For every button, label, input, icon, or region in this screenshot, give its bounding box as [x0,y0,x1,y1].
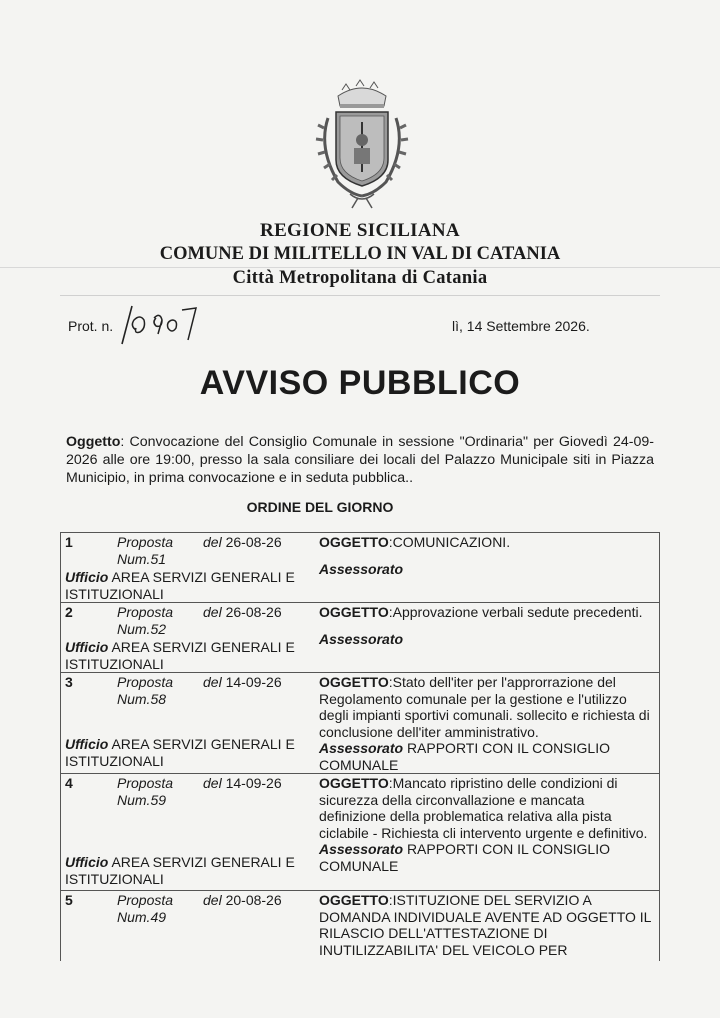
proposta-number: Num.51 [117,550,167,567]
proposta-date: 14-09-26 [225,674,282,690]
assessorato-label: Assessorato [319,740,404,756]
del-label: del [203,775,222,791]
header-comune: COMUNE DI MILITELLO IN VAL DI CATANIA [159,244,561,264]
proposta-label: Proposta [117,604,174,620]
agenda-row [61,891,660,961]
oggetto-text: :ISTITUZIONE DEL SERVIZIO A DOMANDA INDIVIDUALE AVENTE AD OGGETTO IL RILASCIO DELL'ATTESTAZIONE DI INUTILIZZABILITA' DEL VEICOLO PER [319,892,651,958]
agenda-row [61,603,660,673]
del-label: del [203,604,222,620]
proposta-label: Proposta [117,674,174,690]
ufficio-value: AREA SERVIZI GENERALI E ISTITUZIONALI [65,639,295,672]
agenda-item-subject [311,533,660,603]
agenda-row [61,533,660,603]
document-title: AVVISO PUBBLICO [199,364,521,402]
del-label: del [203,892,222,908]
ufficio-value: AREA SERVIZI GENERALI E ISTITUZIONALI [65,569,295,602]
proposta-number: Num.59 [117,791,167,808]
agenda-heading: ORDINE DEL GIORNO [246,499,394,515]
ufficio-label: Ufficio [65,639,109,655]
oggetto-label: OGGETTO [319,604,389,620]
agenda-row [61,774,660,891]
proposta-number: Num.49 [117,908,167,925]
oggetto-text: :Approvazione verbali sedute precedenti. [388,604,643,620]
oggetto-label: OGGETTO [319,674,389,690]
ufficio-value: AREA SERVIZI GENERALI E ISTITUZIONALI [65,854,295,887]
ufficio-label: Ufficio [65,569,109,585]
assessorato-value: RAPPORTI CON IL CONSIGLIO COMUNALE [319,740,610,773]
protocol-label: Prot. n. [68,318,114,334]
agenda-row [61,673,660,774]
agenda-item-meta [61,891,312,961]
agenda-item-meta [61,774,312,891]
proposta-label: Proposta [117,775,174,791]
proposta-number: Num.52 [117,620,167,637]
agenda-item-subject [311,603,660,673]
oggetto-label: OGGETTO [319,892,389,908]
assessorato-label: Assessorato [319,560,404,577]
agenda-item-subject [311,673,660,774]
oggetto-label: OGGETTO [319,775,389,791]
municipal-coat-of-arms [310,78,414,212]
proposta-date: 20-08-26 [225,892,282,908]
agenda-item-meta [61,603,312,673]
handwritten-protocol-number [116,300,206,350]
ufficio-label: Ufficio [65,736,109,752]
header-divider [60,295,660,296]
subject-text: : Convocazione del Consiglio Comunale in sessione "Ordinaria" per Giovedì 24-09-2026 alle ore 19:00, presso la sala consiliare dei locali del Palazzo Municipale siti in Piazza Municipio, in prima convocazione e in seduta pubblica.. [66,434,654,486]
agenda-item-subject [311,891,660,961]
proposta-date: 14-09-26 [225,775,282,791]
document-date: lì, 14 Settembre 2026. [452,318,590,334]
proposta-date: 26-08-26 [225,534,282,550]
proposta-label: Proposta [117,892,174,908]
proposta-number: Num.58 [117,690,167,707]
oggetto-text: :COMUNICAZIONI. [388,534,511,550]
oggetto-text: :Stato dell'iter per l'approrrazione del Regolamento comunale per la gestione e l'utilizzo degli impianti sportivi comunali. sollecito e richiesta di conclusione dell'iter amministrativo. [319,674,650,740]
item-number: 2 [65,604,73,620]
del-label: del [203,534,222,550]
oggetto-label: OGGETTO [319,534,389,550]
header-citta: Città Metropolitana di Catania [232,268,488,288]
item-number: 4 [65,775,73,791]
subject-paragraph [66,433,654,487]
item-number: 3 [65,674,73,690]
agenda-item-meta [61,533,312,603]
agenda-table [60,532,660,961]
ufficio-label: Ufficio [65,854,109,870]
assessorato-label: Assessorato [319,630,404,647]
oggetto-text: :Mancato ripristino delle condizioni di sicurezza della circonvallazione e mancata definizione della problematica relativa alla pista ciclabile - Richiesta cli intervento urgente e definitivo. [319,775,648,841]
header-region: REGIONE SICILIANA [260,220,460,241]
proposta-label: Proposta [117,534,174,550]
assessorato-value: RAPPORTI CON IL CONSIGLIO COMUNALE [319,841,610,874]
subject-label: Oggetto [66,434,121,450]
agenda-item-meta [61,673,312,774]
assessorato-label: Assessorato [319,841,404,857]
proposta-date: 26-08-26 [225,604,282,620]
agenda-item-subject [311,774,660,891]
item-number: 1 [65,534,73,550]
ufficio-value: AREA SERVIZI GENERALI E ISTITUZIONALI [65,736,295,769]
del-label: del [203,674,222,690]
item-number: 5 [65,892,73,908]
